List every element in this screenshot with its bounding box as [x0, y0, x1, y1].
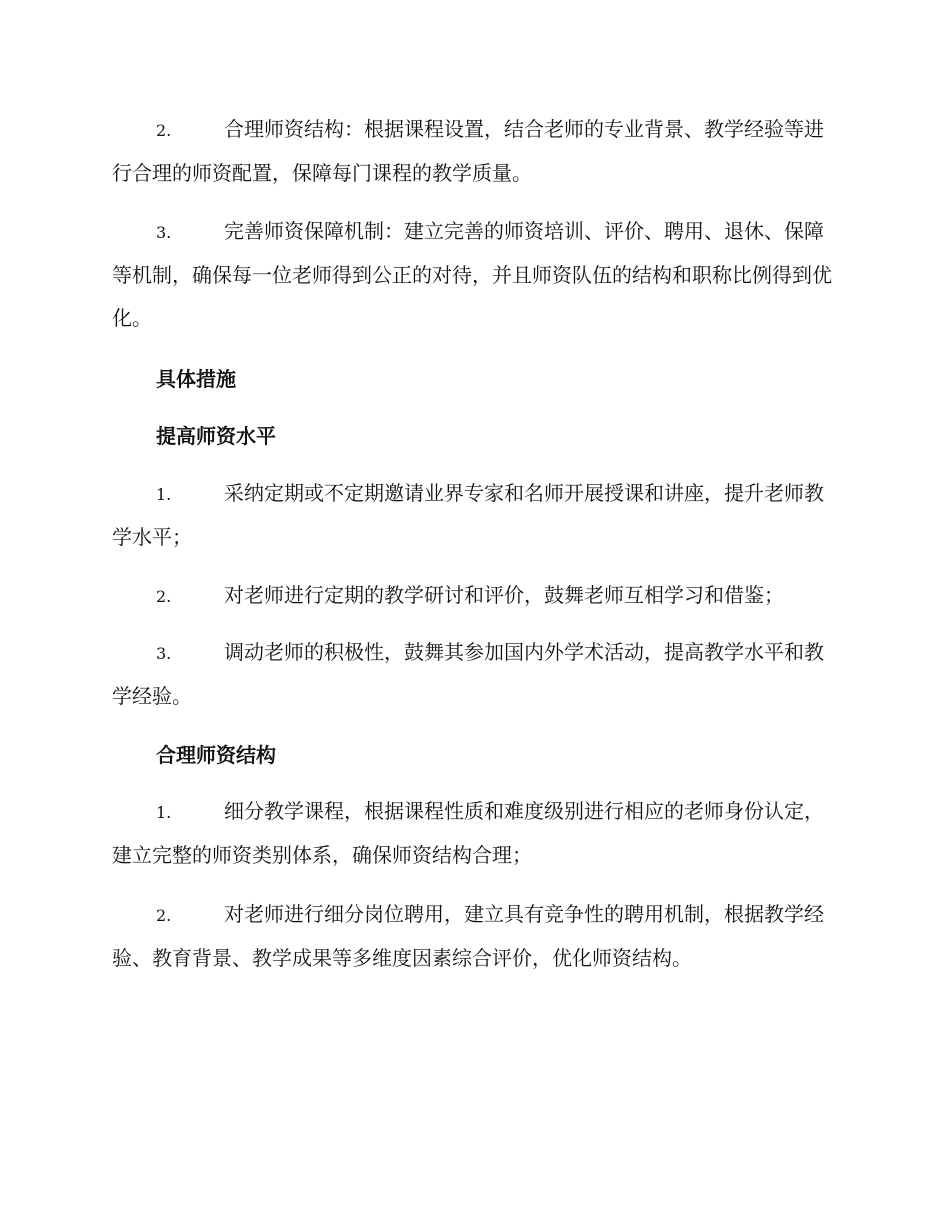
list-text: 合理师资结构：根据课程设置，结合老师的专业背景、教学经验等进行合理的师资配置，保障每门课程的教学质量。	[112, 117, 824, 185]
list-text: 采纳定期或不定期邀请业界专家和名师开展授课和讲座，提升老师教学水平；	[112, 481, 824, 549]
list-number: 2.	[156, 906, 172, 925]
list-text: 细分教学课程，根据课程性质和难度级别进行相应的老师身份认定，建立完整的师资类别体系，确保师资结构合理；	[112, 799, 824, 867]
list-number: 1.	[156, 485, 172, 504]
list-number: 1.	[156, 803, 172, 822]
list-item	[112, 790, 834, 877]
list-item	[112, 472, 834, 559]
list-text: 对老师进行定期的教学研讨和评价，鼓舞老师互相学习和借鉴；	[224, 583, 784, 607]
list-item	[112, 210, 834, 340]
list-text: 调动老师的积极性，鼓舞其参加国内外学术活动，提高教学水平和教学经验。	[112, 640, 824, 708]
list-number: 2.	[156, 587, 172, 606]
list-number: 3.	[156, 644, 172, 663]
list-item	[112, 893, 834, 980]
list-text: 完善师资保障机制：建立完善的师资培训、评价、聘用、退休、保障等机制，确保每一位老师得到公正的对待，并且师资队伍的结构和职称比例得到优化。	[112, 219, 832, 330]
section-heading: 具体措施	[156, 367, 236, 391]
list-number: 2.	[156, 121, 172, 140]
list-item	[112, 574, 834, 618]
list-text: 对老师进行细分岗位聘用，建立具有竞争性的聘用机制，根据教学经验、教育背景、教学成果等多维度因素综合评价，优化师资结构。	[112, 902, 824, 970]
subsection-heading: 合理师资结构	[156, 743, 276, 767]
list-number: 3.	[156, 223, 172, 242]
list-item	[112, 108, 834, 195]
subsection-heading: 提高师资水平	[156, 424, 276, 448]
list-item	[112, 631, 834, 718]
